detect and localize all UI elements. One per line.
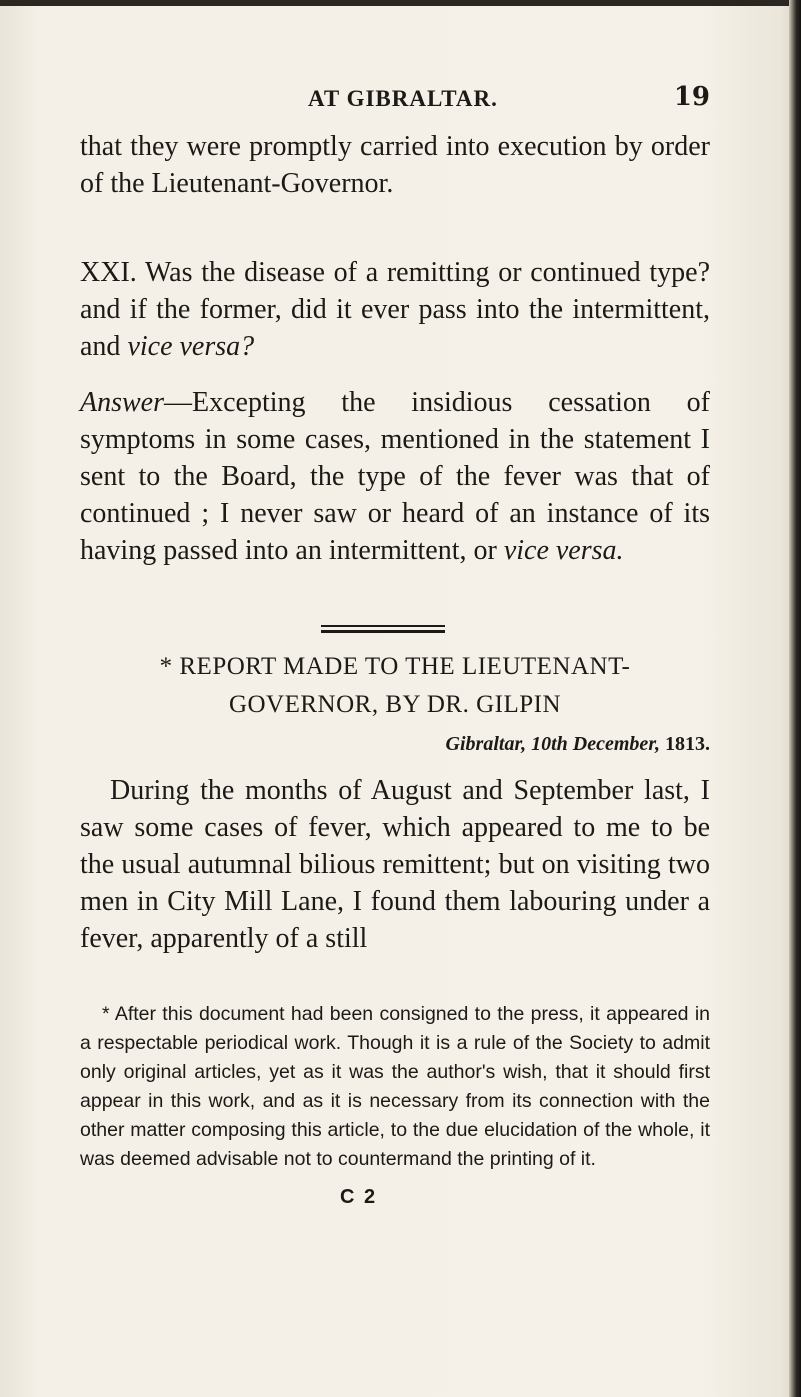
signature-mark: C 2 <box>340 1186 378 1208</box>
report-title-line-2: GOVERNOR, BY DR. GILPIN <box>228 691 562 718</box>
section-divider <box>321 625 445 633</box>
report-paragraph <box>80 772 710 957</box>
paragraph-text: that they were promptly carried into execution by order of the Lieutenant-Governor. <box>80 131 710 199</box>
answer-italic: vice versa. <box>503 535 624 566</box>
running-head: AT GIBRALTAR. <box>308 86 498 111</box>
dateline-place: Gibraltar, <box>445 733 527 755</box>
dateline-year: 1813. <box>665 733 710 755</box>
answer-paragraph <box>80 384 710 569</box>
paragraph-continuation <box>80 128 710 202</box>
question-text: XXI. Was the disease of a remitting or continued type? and if the former, did it ever pass into the intermittent, and <box>80 257 710 362</box>
dateline <box>446 733 710 756</box>
question-italic: vice versa? <box>127 331 255 362</box>
report-title <box>80 648 710 724</box>
answer-label: Answer <box>80 387 164 418</box>
page-number: 19 <box>673 82 710 112</box>
report-text: During the months of August and September last, I saw some cases of fever, which appeared to me to be the usual autumnal bilious remittent; but on visiting two men in City Mill Lane, I found them labouring under a fever, apparently of a still <box>80 775 710 954</box>
page-right-edge <box>789 0 801 1397</box>
report-title-line-1: * REPORT MADE TO THE LIEUTENANT- <box>159 653 631 680</box>
footnote-text: * After this document had been consigned to the press, it appeared in a respectable periodical work. Though it is a rule of the Society to admit only original articles, yet as it was the author's wish, that it should first appear in this work, and as it is necessary from its connection with the other matter composing this article, to the due elucidation of the whole, it was deemed advisable not to countermand the printing of it. <box>80 1003 710 1170</box>
answer-text: —Excepting the insidious cessation of symptoms in some cases, mentioned in the statement I sent to the Board, the type of the fever was that of continued ; I never saw or heard of an instance of its having passed into an intermittent, or <box>80 387 710 566</box>
footnote <box>80 1000 710 1174</box>
dateline-day: 10th December, <box>531 733 660 755</box>
page-header <box>80 82 710 122</box>
top-edge-rule <box>0 0 801 6</box>
question-paragraph <box>80 254 710 365</box>
